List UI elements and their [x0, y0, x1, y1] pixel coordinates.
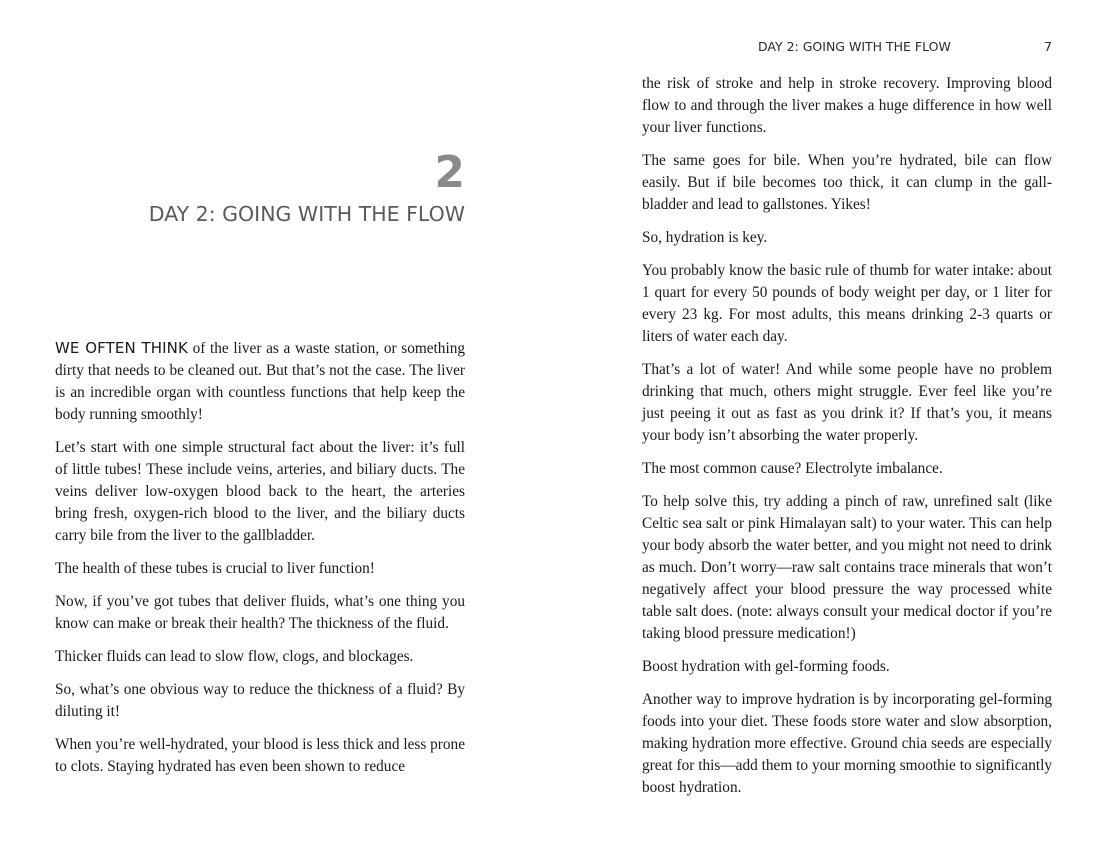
paragraph: Another way to improve hydration is by incorporating gel-forming foods into your diet. These foods store water and slow absorption, making hydration more effective. Ground chia seeds are especially great for this—add them to your morning smoothie to significantly boost hydration. [642, 691, 1052, 796]
paragraph: Thicker fluids can lead to slow flow, clogs, and blockages. [55, 648, 414, 665]
paragraph: That’s a lot of water! And while some people have no problem drinking that much, others might struggle. Ever feel like you’re just peeing it out as fast as you drink it? If that’s you, it means your body isn’t absorbing the water properly. [642, 361, 1052, 444]
paragraph-text: of the liver as a waste station, or something dirty that needs to be cleaned out. But that’s not the case. The liver is an incredible organ with countless functions that help keep the body running smoothly! [55, 340, 465, 423]
paragraph: When you’re well-hydrated, your blood is less thick and less prone to clots. Staying hydrated has even been shown to reduce [55, 736, 465, 775]
chapter-lead-in: WE OFTEN THINK [55, 339, 188, 357]
left-body-text [55, 337, 465, 789]
paragraph: Let’s start with one simple structural fact about the liver: it’s full of little tubes! These include veins, arteries, and biliary ducts. The veins deliver low-oxygen blood back to the heart, the arteries bring fresh, oxygen-rich blood to the liver, and the biliary ducts carry bile from the liver to the gallbladder. [55, 439, 465, 544]
paragraph: So, hydration is key. [642, 229, 768, 246]
paragraph: You probably know the basic rule of thumb for water intake: about 1 quart for every 50 pounds of body weight per day, or 1 liter for every 23 kg. For most adults, this means drinking 2-3 quarts or liters of water each day. [642, 262, 1052, 345]
chapter-title: DAY 2: GOING WITH THE FLOW [148, 202, 465, 226]
paragraph: The health of these tubes is crucial to liver function! [55, 560, 375, 577]
paragraph: To help solve this, try adding a pinch of raw, unrefined salt (like Celtic sea salt or pink Himalayan salt) to your water. This can help your body absorb the water better, and you might not need to drink as much. Don’t worry—raw salt contains trace minerals that won’t negatively affect your blood pressure the way processed white table salt does. (note: always consult your medical doctor if you’re taking blood pressure medication!) [642, 493, 1052, 642]
page-number: 7 [1044, 39, 1052, 54]
right-page [553, 0, 1106, 852]
paragraph [55, 337, 465, 426]
chapter-number: 2 [434, 147, 465, 198]
paragraph: the risk of stroke and help in stroke recovery. Improving blood flow to and through the liver makes a huge difference in how well your liver functions. [642, 75, 1052, 136]
paragraph: So, what’s one obvious way to reduce the thickness of a fluid? By diluting it! [55, 681, 465, 720]
right-body-text [642, 73, 1052, 810]
paragraph: The same goes for bile. When you’re hydrated, bile can flow easily. But if bile becomes too thick, it can clump in the gallbladder and lead to gallstones. Yikes! [642, 152, 1052, 213]
paragraph: The most common cause? Electrolyte imbalance. [642, 460, 943, 477]
running-head: DAY 2: GOING WITH THE FLOW [758, 39, 951, 54]
paragraph: Boost hydration with gel-forming foods. [642, 658, 890, 675]
paragraph: Now, if you’ve got tubes that deliver fluids, what’s one thing you know can make or break their health? The thickness of the fluid. [55, 593, 465, 632]
